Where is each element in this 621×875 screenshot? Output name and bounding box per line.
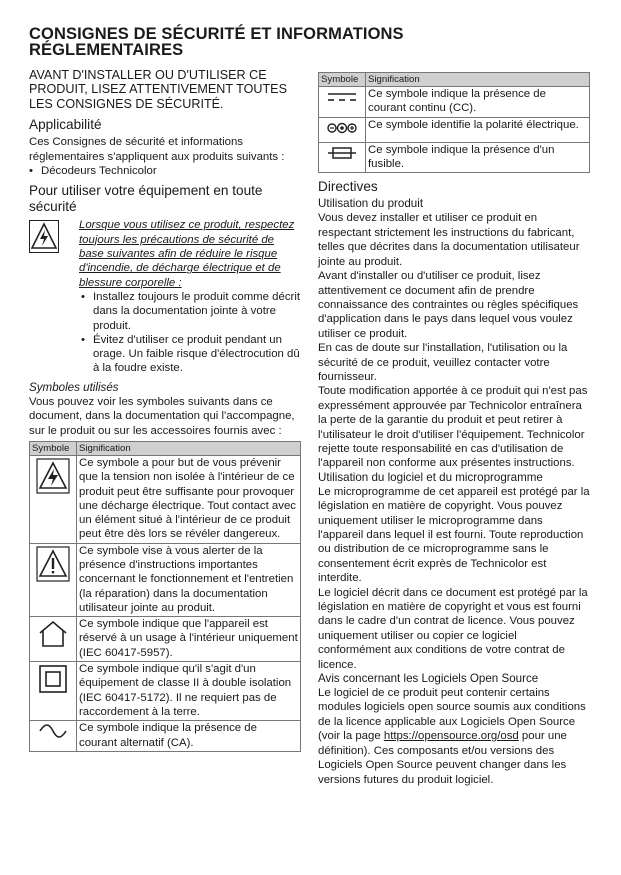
table-row <box>30 721 301 752</box>
opensource-link[interactable]: https://opensource.org/osd <box>383 730 519 743</box>
software-para-1: Le microprogramme de cet appareil est protégé par la législation en matière de copyright. Vous pouvez uniquement utiliser le microprogramme dans l'appareil dans lequel il est fourni. Toute reproduction ou distribution de ce microprogramme sans le consentement écrit exprès de Technicolor est interdite. <box>318 485 590 585</box>
product-use-para-1: Vous devez installer et utiliser ce produit en respectant strictement les instructions du fabricant, telles que décrites dans la documentation utilisateur jointe au produit. <box>318 212 580 268</box>
bullet-dot: • <box>81 290 85 303</box>
applicability-bullet: Décodeurs Technicolor <box>41 165 157 178</box>
applicability-text: Ces Consignes de sécurité et informations réglementaires s'appliquent aux produits suivants : <box>29 136 285 163</box>
double-square-icon <box>30 662 77 721</box>
symbols-table-left <box>29 441 301 752</box>
col-symbol-header: Symbole <box>30 441 77 455</box>
table-row <box>319 87 590 118</box>
bullet-dot: • <box>81 333 85 346</box>
opensource-heading: Avis concernant les Logiciels Open Source <box>318 672 539 686</box>
symbols-heading: Symboles utilisés <box>29 380 119 394</box>
right-column <box>318 72 590 787</box>
safe-use-heading: Pour utiliser votre équipement en toute sécurité <box>29 183 263 215</box>
col-symbol-header: Symbole <box>319 73 366 87</box>
symbols-table-right <box>318 72 590 173</box>
table-header-row <box>319 73 590 87</box>
table-row <box>319 142 590 173</box>
safe-use-bullet-1: Installez toujours le produit comme décrit dans la documentation jointe à votre produit. <box>93 290 301 332</box>
symbol-meaning-3: Ce symbole indique que l'appareil est réservé à un usage à l'intérieur uniquement (IEC 60417-5957). <box>77 617 301 662</box>
list-item <box>79 333 301 376</box>
symbols-intro: Vous pouvez voir les symboles suivants dans ce document, dans la documentation qui l'accompagne, sur le produit ou sur les accessoires fournis avec : <box>29 395 295 437</box>
table-header-row <box>30 441 301 455</box>
bullet-dot: • <box>29 165 33 178</box>
symbol-meaning-dc: Ce symbole indique la présence de courant continu (CC). <box>366 87 590 118</box>
col-meaning-header: Signification <box>366 73 590 87</box>
list-item <box>29 164 301 178</box>
col-meaning-header: Signification <box>77 441 301 455</box>
list-item <box>79 290 301 333</box>
table-row <box>30 662 301 721</box>
warning-intro: Lorsque vous utilisez ce produit, respectez toujours les précautions de sécurité de base suivantes afin de réduire le risque d'incendie, de décharge électrique et de blessure corporelle : <box>79 219 295 289</box>
polarity-icon <box>319 117 366 142</box>
table-row <box>30 455 301 543</box>
table-row <box>30 543 301 616</box>
sine-wave-icon <box>30 721 77 752</box>
dc-current-icon <box>319 87 366 118</box>
software-para-2: Le logiciel décrit dans ce document est protégé par la législation en matière de copyright et vous est fourni dans le cadre d'un contrat de licence. Vous pouvez uniquement utiliser ou copier ce logiciel conformément aux conditions de votre contrat de licence. <box>318 586 588 671</box>
lightning-triangle-icon <box>30 455 77 543</box>
directives-heading: Directives <box>318 179 378 195</box>
product-use-para-3: En cas de doute sur l'installation, l'utilisation ou la sécurité de ce produit, veuillez contacter votre fournisseur. <box>318 342 568 383</box>
opensource-text-before: Le logiciel de ce produit peut contenir certains modules logiciels open source soumis aux conditions de la licence applicable aux Logiciels Open Source (voir la page <box>318 687 586 743</box>
symbol-meaning-1: Ce symbole a pour but de vous prévenir que la tension non isolée à l'intérieur de ce produit peut être suffisante pour provoquer une décharge électrique. Tout contact avec un élément situé à l'intérieur de ce produit peut être dès lors se révéler dangereux. <box>77 455 301 543</box>
left-column <box>29 68 301 752</box>
software-heading: Utilisation du logiciel et du microprogramme <box>318 470 543 484</box>
intro-warning: AVANT D'INSTALLER OU D'UTILISER CE PRODUIT, LISEZ ATTENTIVEMENT TOUTES LES CONSIGNES DE SÉCURITÉ. <box>29 68 287 111</box>
symbol-meaning-5: Ce symbole indique la présence de courant alternatif (CA). <box>77 721 301 752</box>
fuse-icon <box>319 142 366 173</box>
house-icon <box>30 617 77 662</box>
symbol-meaning-polarity: Ce symbole identifie la polarité électrique. <box>366 117 590 142</box>
opensource-text-after: pour une définition). Ces composants et/ou versions des Logiciels Open Source peuvent changer dans les versions futures du produit logiciel. <box>318 730 567 786</box>
warning-content <box>79 218 301 375</box>
page-title: CONSIGNES DE SÉCURITÉ ET INFORMATIONS RÉGLEMENTAIRES <box>29 25 404 59</box>
warning-block <box>29 218 301 375</box>
applicability-heading: Applicabilité <box>29 117 102 133</box>
table-row <box>319 117 590 142</box>
safe-use-bullet-2: Évitez d'utiliser ce produit pendant un orage. Un faible risque d'électrocution dû à la foudre existe. <box>93 333 300 375</box>
table-row <box>30 617 301 662</box>
exclamation-triangle-icon <box>30 543 77 616</box>
symbol-meaning-fuse: Ce symbole indique la présence d'un fusible. <box>366 142 590 173</box>
symbol-meaning-2: Ce symbole vise à vous alerter de la présence d'instructions importantes concernant le fonctionnement et l'entretien (la réparation) dans la documentation utilisateur jointe au produit. <box>77 543 301 616</box>
product-use-heading: Utilisation du produit <box>318 197 424 211</box>
product-use-para-2: Avant d'installer ou d'utiliser ce produit, lisez attentivement ce document afin de prendre connaissance des contraintes ou règles spécifiques d'application dans le pays dans lequel vous voulez utiliser ce produit. <box>318 270 579 340</box>
opensource-para <box>318 686 590 787</box>
product-use-para-4: Toute modification apportée à ce produit qui n'est pas expressément approuvée par Technicolor entraînera la perte de la garantie du produit et peut retirer à l'utilisateur le droit d'utiliser l'équipement. Technicolor rejette toute responsabilité en cas d'utilisation de l'appareil non conforme aux présentes instructions. <box>318 385 588 470</box>
symbol-meaning-4: Ce symbole indique qu'il s'agit d'un équipement de classe II à double isolation (IEC 60417-5172). Il ne requiert pas de raccordement à la terre. <box>77 662 301 721</box>
lightning-triangle-icon <box>29 218 79 375</box>
